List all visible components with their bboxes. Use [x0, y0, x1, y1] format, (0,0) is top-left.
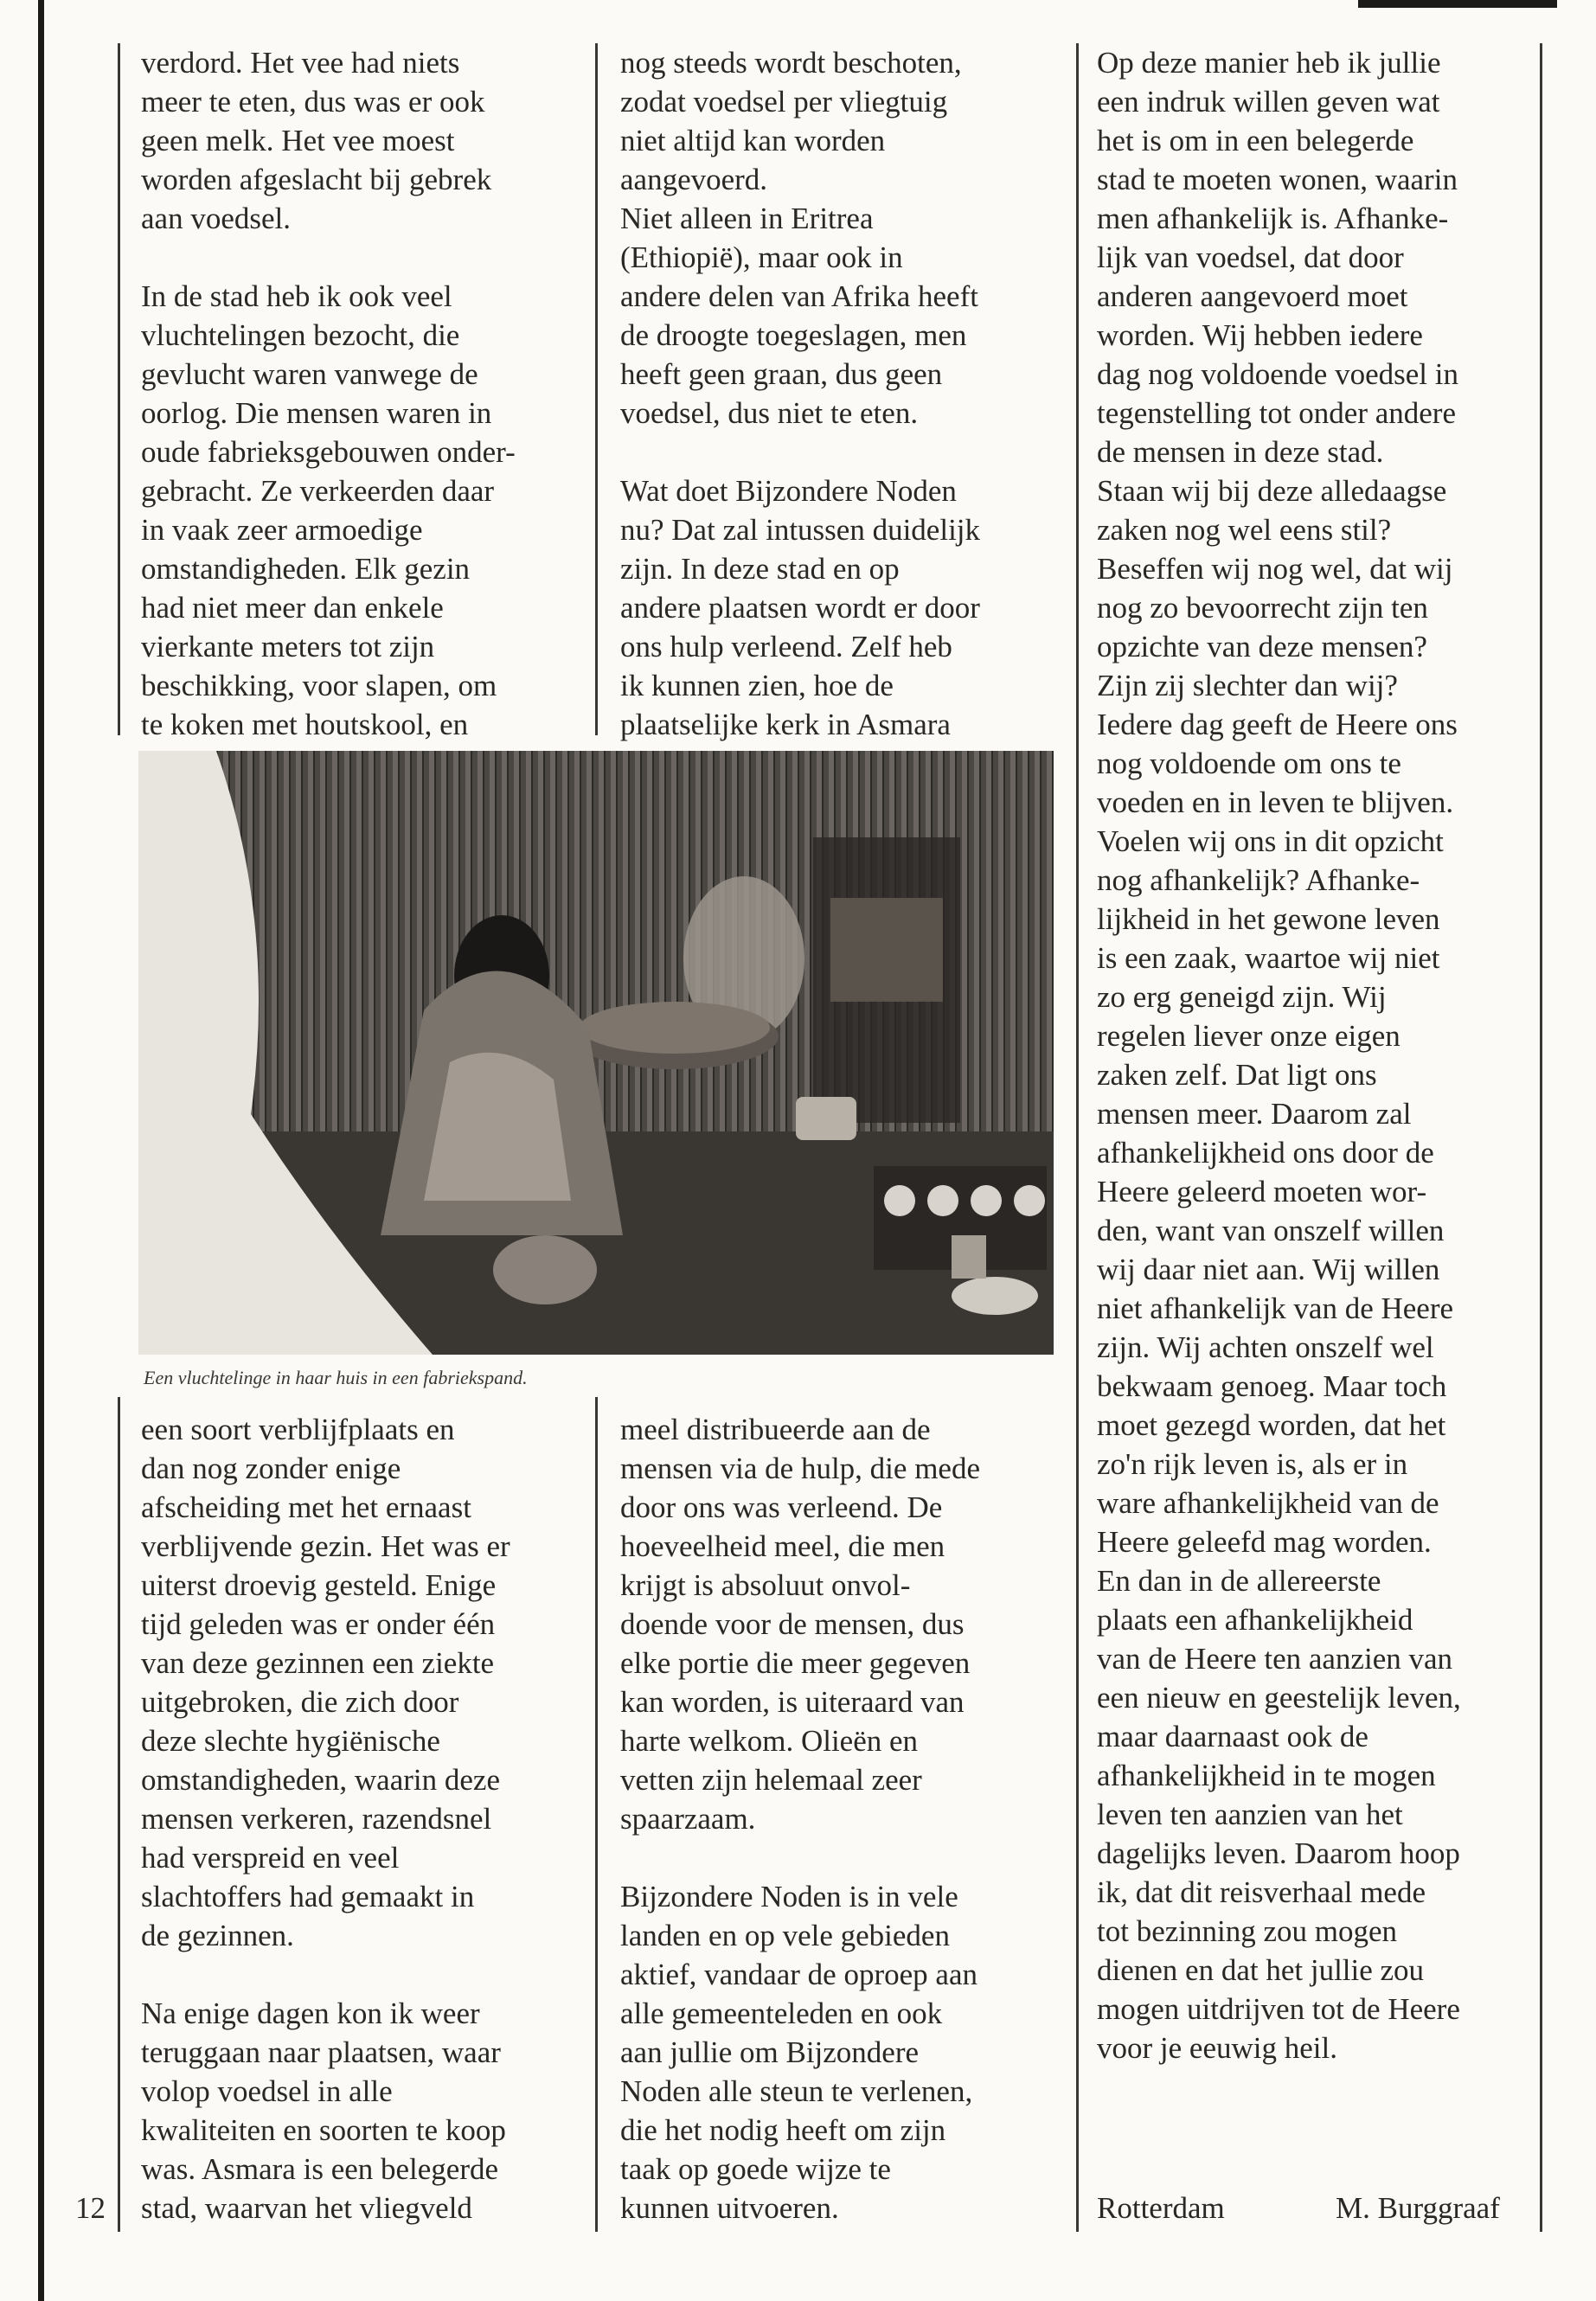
column-2-bottom-text: meel distribueerde aan de mensen via de hulp, die mede door ons was verleend. De hoeveelheid meel, die men krijgt is absoluut onvol- doende voor de mensen, dus elke portie die meer gegeven kan worden, is uiteraard van harte welkom. Olieën en vetten zijn helemaal zeer spaarzaam. Bijzondere Noden is in vele landen en op vele gebieden aktief, vandaar de oproep aan alle gemeenteleden en ook aan jullie om Bijzondere Noden alle steun te verlenen, die het nodig heeft om zijn taak op goede wijze te kunnen uitvoeren. — [620, 1413, 980, 2225]
footer-author: M. Burggraaf — [1336, 2191, 1500, 2225]
column-rule-right-a — [1076, 43, 1079, 2232]
column-rule-left — [118, 43, 120, 735]
column-rule-middle-lower — [595, 1397, 598, 2232]
page-edge-top — [1358, 0, 1557, 8]
page-edge-left — [38, 0, 44, 2301]
column-1-bottom-text: een soort verblijfplaats en dan nog zonder enige afscheiding met het ernaast verblijvende gezin. Het was er uiterst droevig gesteld. Enige tijd geleden was er onder één van deze gezinnen een ziekte uitgebroken, die zich door deze slechte hygiënische omstandigheden, waarin deze mensen verkeren, razendsnel had verspreid en veel slachtoffers had gemaakt in de gezinnen. Na enige dagen kon ik weer teruggaan naar plaatsen, waar volop voedsel in alle kwaliteiten en soorten te koop was. Asmara is een belegerde stad, waarvan het vliegveld — [141, 1413, 510, 2225]
column-2-top-text: nog steeds wordt beschoten, zodat voedsel per vliegtuig niet altijd kan worden aangevoerd. Niet alleen in Eritrea (Ethiopië), maar ook in andere delen van Afrika heeft de droogte toegeslagen, men heeft geen graan, dus geen voedsel, dus niet te eten. Wat doet Bijzondere Noden nu? Dat zal intussen duidelijk zijn. In deze stad en op andere plaatsen wordt er door ons hulp verleend. Zelf heb ik kunnen zien, hoe de plaatselijke kerk in Asmara — [620, 46, 981, 741]
page-number: 12 — [75, 2191, 106, 2225]
column-rule-middle-top — [595, 43, 598, 735]
column-3-text: Op deze manier heb ik jullie een indruk willen geven wat het is om in een belegerde stad te moeten wonen, waarin men afhankelijk is. Afhanke- lijk van voedsel, dat door anderen aangevoerd moet worden. Wij hebben iedere dag nog voldoende voedsel in tegenstelling tot onder andere de mensen in deze stad. Staan wij bij deze alledaagse zaken nog wel eens stil? Beseffen wij nog wel, dat wij nog zo bevoorrecht zijn ten opzichte van deze mensen? Zijn zij slechter dan wij? Iedere dag geeft de Heere ons nog voldoende om ons te voeden en in leven te blijven. Voelen wij ons in dit opzicht nog afhankelijk? Afhanke- lijkheid in het gewone leven is een zaak, waartoe wij niet zo erg geneigd zijn. Wij regelen liever onze eigen zaken zelf. Dat ligt ons mensen meer. Daarom zal afhankelijkheid ons door de Heere geleerd moeten wor- den, want van onszelf willen wij daar niet aan. Wij willen niet afhankelijk van de Heere zijn. Wij achten onszelf wel bekwaam genoeg. Maar toch moet gezegd worden, dat het zo'n rijk leven is, als er in ware afhankelijkheid van de Heere geleefd mag worden. En dan in de allereerste plaats een afhankelijkheid van de Heere ten aanzien van een nieuw en geestelijk leven, maar daarnaast ook de afhankelijkheid in te mogen leven ten aanzien van het dagelijks leven. Daarom hoop ik, dat dit reisverhaal mede tot bezinning zou mogen dienen en dat het jullie zou mogen uitdrijven tot de Heere voor je eeuwig heil. — [1097, 46, 1461, 2065]
refugee-photo — [138, 751, 1054, 1355]
column-rule-left-lower — [118, 1397, 120, 2232]
photo-caption: Een vluchtelinge in haar huis in een fabriekspand. — [144, 1367, 528, 1388]
footer-place: Rotterdam — [1097, 2191, 1225, 2225]
column-rule-right-b — [1540, 43, 1542, 2232]
column-1-top-text: verdord. Het vee had niets meer te eten, dus was er ook geen melk. Het vee moest worden afgeslacht bij gebrek aan voedsel. In de stad heb ik ook veel vluchtelingen bezocht, die gevlucht waren vanwege de oorlog. Die mensen waren in oude fabrieksgebouwen onder- gebracht. Ze verkeerden daar in vaak zeer armoedige omstandigheden. Elk gezin had niet meer dan enkele vierkante meters tot zijn beschikking, voor slapen, om te koken met houtskool, en — [141, 46, 516, 741]
photo-illustration — [138, 751, 1054, 1355]
